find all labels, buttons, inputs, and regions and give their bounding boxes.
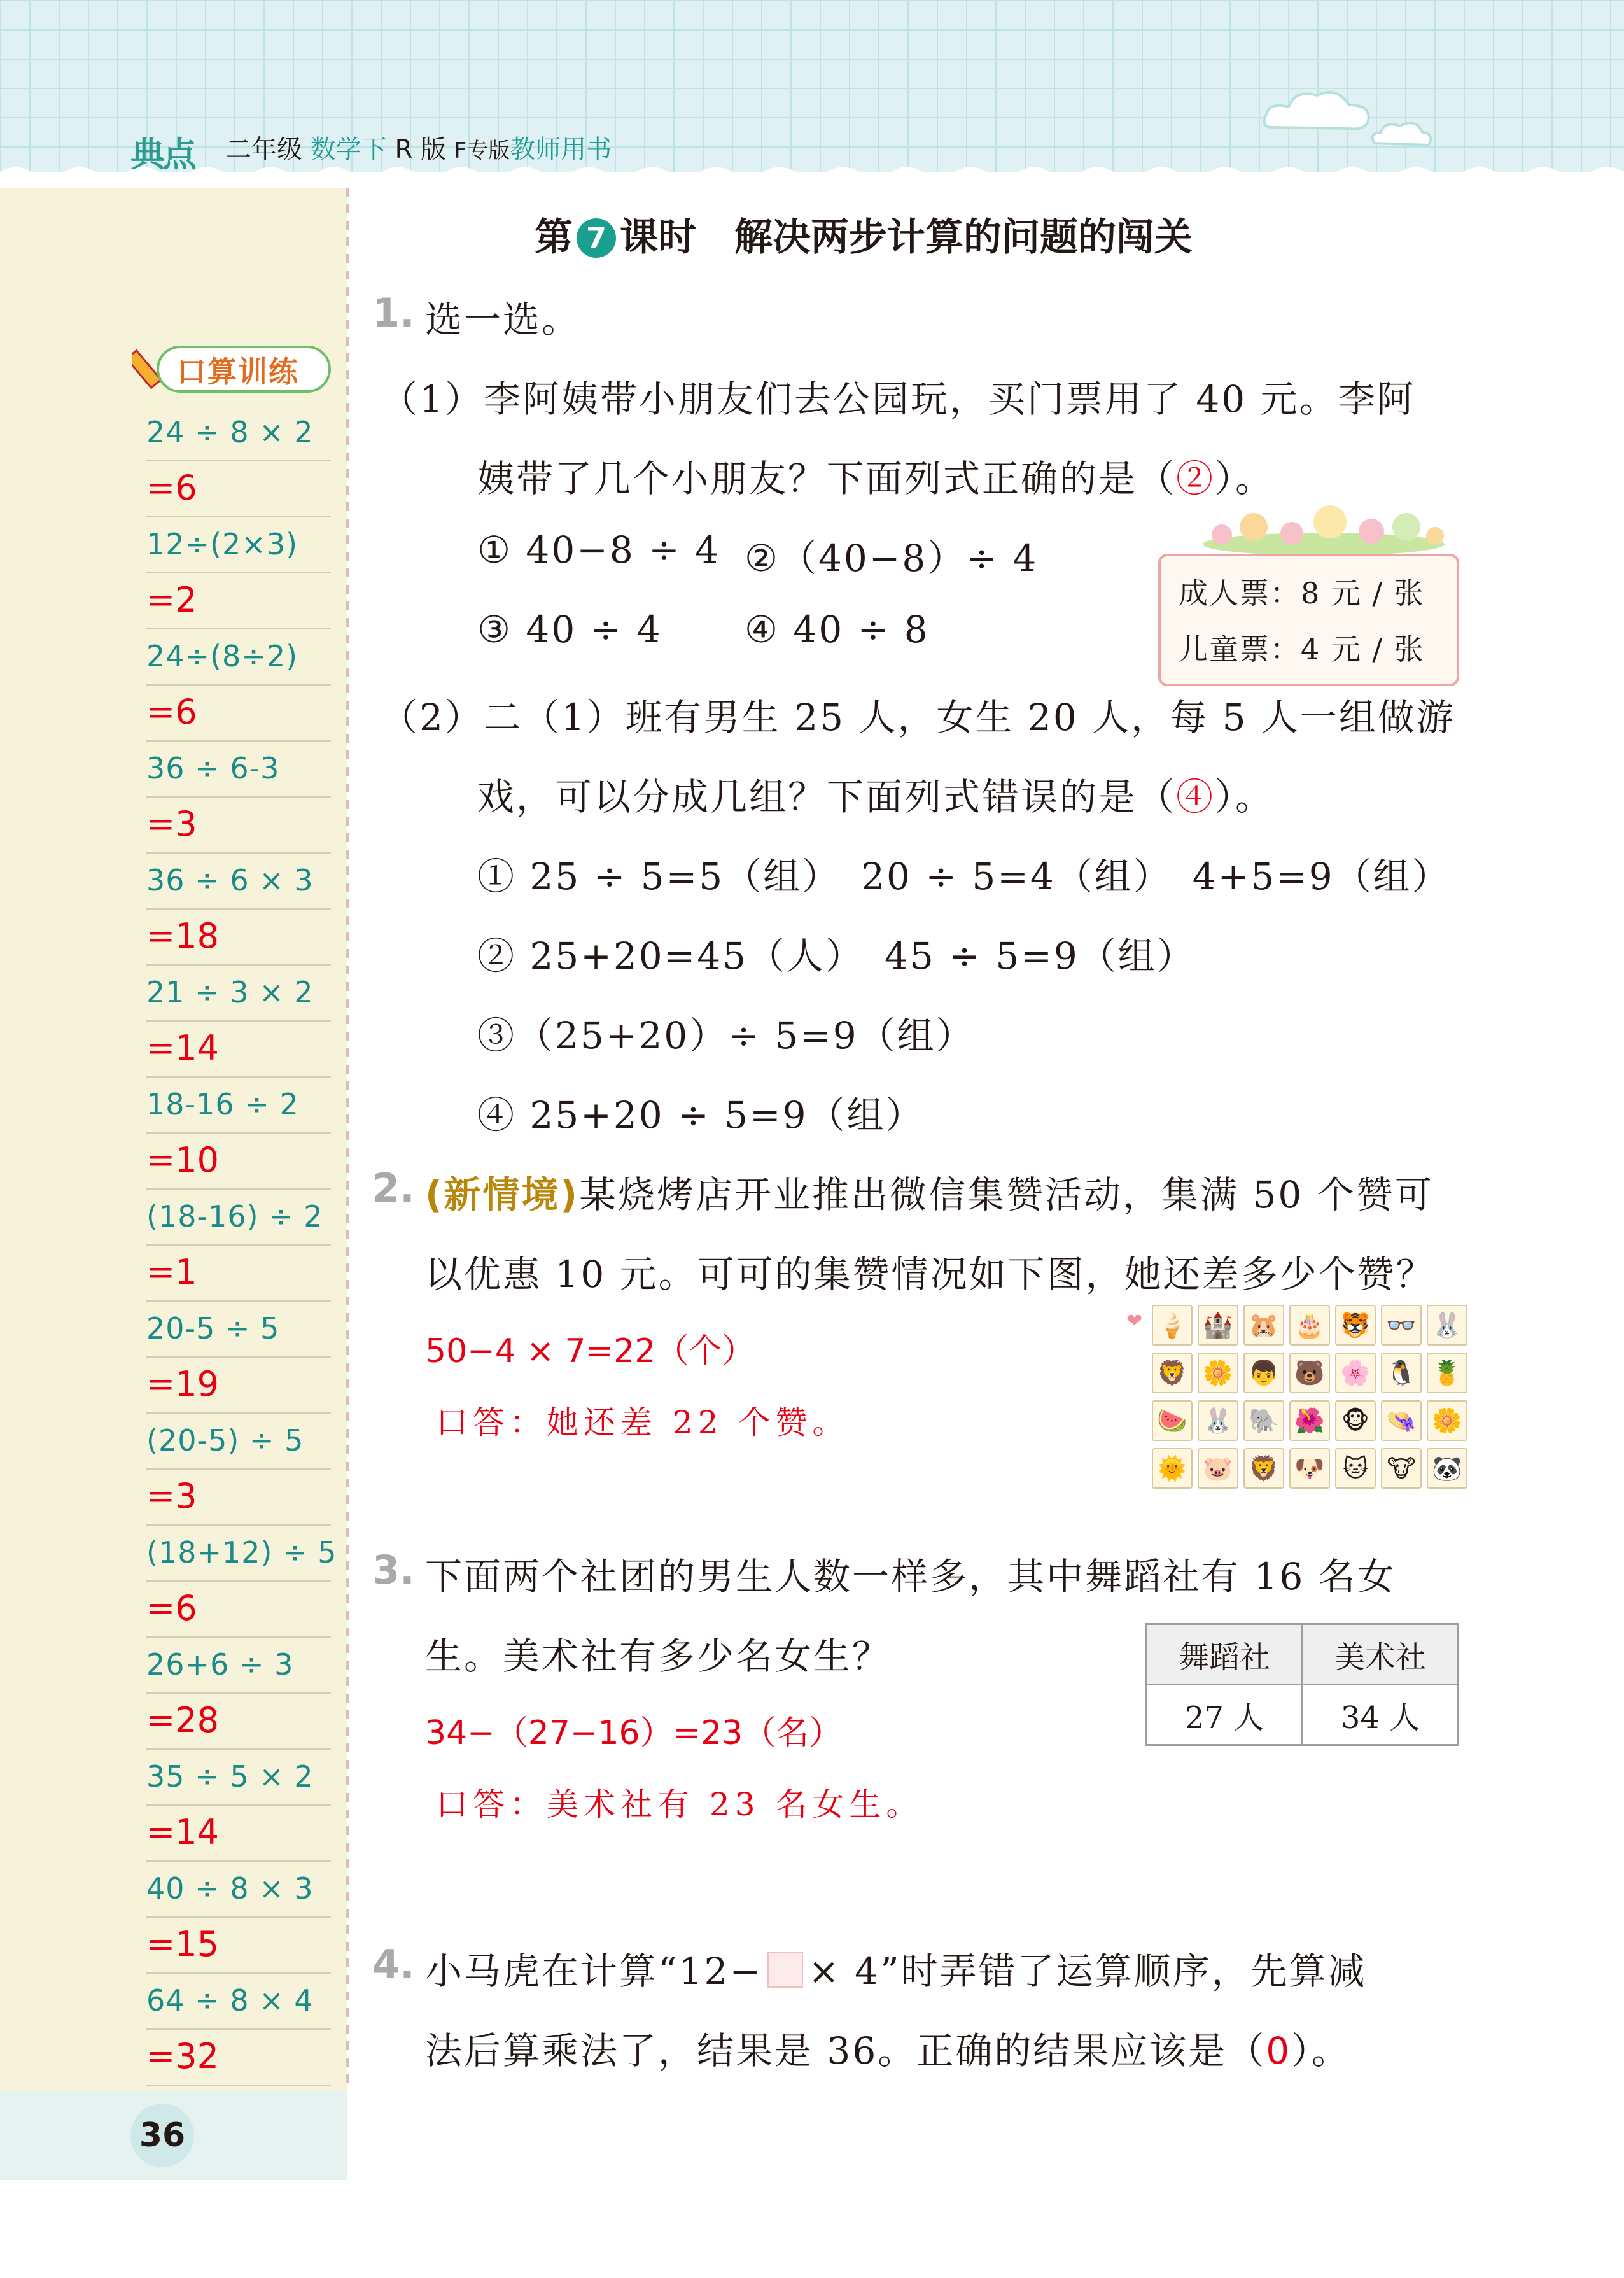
- like-sticker: 🐰: [1198, 1400, 1238, 1441]
- flower-decoration: [1196, 503, 1451, 554]
- like-sticker: 👦: [1243, 1353, 1284, 1393]
- like-sticker: 🐘: [1243, 1400, 1284, 1441]
- book-type-label: 教师用书: [510, 135, 612, 164]
- q1-stem: 选一选。: [425, 298, 581, 341]
- oral-answer: =6: [146, 1580, 331, 1638]
- like-sticker: 🎂: [1289, 1305, 1330, 1346]
- child-ticket-price: 儿童票：4 元 / 张: [1179, 632, 1425, 666]
- q1-part1-option-1: ① 40−8 ÷ 4: [477, 528, 721, 572]
- oral-question: (18-16) ÷ 2: [146, 1188, 331, 1246]
- edition-label: R 版: [395, 135, 446, 164]
- like-sticker: 🏰: [1198, 1305, 1238, 1346]
- like-sticker: 🍍: [1427, 1353, 1467, 1393]
- like-sticker: 🍦: [1152, 1305, 1193, 1346]
- page-number: 36: [130, 2104, 194, 2167]
- oral-question: (20-5) ÷ 5: [146, 1412, 331, 1470]
- special-label: F专版: [454, 138, 510, 164]
- like-sticker: 🦁: [1243, 1448, 1284, 1489]
- q1-part2-option-1: ① 25 ÷ 5=5（组） 20 ÷ 5=4（组） 4+5=9（组）: [477, 855, 1451, 898]
- like-sticker: 🍉: [1152, 1400, 1193, 1441]
- q2-answer-text: 口答：她还差 22 个赞。: [436, 1404, 850, 1441]
- title-text: 课时 解决两步计算的问题的闯关: [620, 215, 1193, 260]
- like-sticker: 👓: [1381, 1305, 1422, 1346]
- q4-line1-text: 小马虎在计算“12−: [425, 1950, 763, 1993]
- table-header-cell: 舞蹈社: [1147, 1624, 1303, 1685]
- brand-logo: 典点: [130, 134, 194, 174]
- q3-answer-text: 口答：美术社有 23 名女生。: [436, 1786, 923, 1823]
- q1-part1-answer: ②: [1176, 457, 1215, 500]
- oral-badge-label: 口算训练: [177, 355, 299, 389]
- new-situation-tag: (新情境): [425, 1173, 580, 1216]
- q4-line2-text: 法后算乘法了，结果是 36。正确的结果应该是（: [425, 2029, 1266, 2072]
- oral-question: 24 ÷ 8 × 2: [146, 404, 331, 461]
- q4-line2: [425, 2021, 1350, 2074]
- subject-label: 数学: [310, 135, 361, 164]
- q1-part1-text: 姨带了几个小朋友？下面列式正确的是（: [477, 457, 1177, 500]
- q1-part1-text-end: ）。: [1215, 457, 1275, 500]
- blank-box: [767, 1952, 803, 1988]
- q1-part2-line2: [477, 767, 1274, 820]
- question-number: 4.: [372, 1941, 415, 1988]
- oral-question: 36 ÷ 6 × 3: [146, 852, 331, 910]
- oral-answer: =15: [146, 1916, 331, 1974]
- like-sticker: 🌼: [1427, 1400, 1467, 1441]
- q2-line1: [425, 1165, 1434, 1218]
- lesson-number-badge: 7: [577, 218, 616, 258]
- adult-ticket-price: 成人票：8 元 / 张: [1179, 576, 1425, 610]
- oral-answer: =3: [146, 796, 331, 854]
- book-info: [226, 129, 612, 165]
- like-sticker: 🦁: [1152, 1353, 1193, 1393]
- question-number: 2.: [372, 1165, 415, 1211]
- table-row: [1147, 1685, 1459, 1745]
- q1-part1-option-3: ③ 40 ÷ 4: [477, 608, 662, 651]
- club-table: [1145, 1623, 1459, 1746]
- like-sticker: 🌼: [1198, 1353, 1238, 1393]
- like-sticker: 🐻: [1289, 1353, 1330, 1393]
- column-divider: [346, 188, 349, 2091]
- like-sticker: 🌺: [1289, 1400, 1330, 1441]
- oral-question: 21 ÷ 3 × 2: [146, 964, 331, 1022]
- like-sticker: 🐱: [1335, 1448, 1376, 1489]
- q1-part2-option-4: ④ 25+20 ÷ 5=9（组）: [477, 1093, 925, 1137]
- oral-question: 12÷(2×3): [146, 516, 331, 573]
- q1-part2-line1: （2）二（1）班有男生 25 人，女生 20 人，每 5 人一组做游: [381, 696, 1455, 739]
- oral-answer: =3: [146, 1468, 331, 1526]
- heart-icon: ❤: [1126, 1310, 1143, 1332]
- like-sticker: 🐯: [1335, 1305, 1376, 1346]
- like-sticker: 🐶: [1289, 1448, 1330, 1489]
- like-sticker: 🐧: [1381, 1353, 1422, 1393]
- like-sticker: 🌸: [1335, 1353, 1376, 1393]
- oral-answer: =14: [146, 1804, 331, 1862]
- oral-answer: =28: [146, 1692, 331, 1750]
- oral-question: 35 ÷ 5 × 2: [146, 1748, 331, 1806]
- ticket-price-box: [1158, 554, 1459, 686]
- q1-part1-option-4: ④ 40 ÷ 8: [745, 608, 930, 651]
- oral-answer: =2: [146, 572, 331, 629]
- oral-answer: =6: [146, 684, 331, 742]
- likes-grid: [1152, 1305, 1464, 1489]
- q4-answer: 0: [1266, 2029, 1292, 2072]
- table-header-cell: 美术社: [1303, 1624, 1459, 1685]
- question-number: 1.: [372, 290, 415, 336]
- q1-part2-option-2: ② 25+20=45（人） 45 ÷ 5=9（组）: [477, 934, 1196, 978]
- oral-question: (18+12) ÷ 5: [146, 1524, 331, 1582]
- oral-answer: =19: [146, 1356, 331, 1414]
- oral-answer: =18: [146, 908, 331, 966]
- oral-question: 24÷(8÷2): [146, 628, 331, 686]
- table-cell: 34 人: [1303, 1685, 1459, 1745]
- oral-question: 36 ÷ 6-3: [146, 740, 331, 798]
- lesson-title: [535, 207, 1193, 262]
- q1-part2-answer: ④: [1176, 775, 1215, 819]
- table-cell: 27 人: [1147, 1685, 1303, 1745]
- q2-line2: 以优惠 10 元。可可的集赞情况如下图，她还差多少个赞？: [425, 1253, 1435, 1296]
- q1-part1-line2: [477, 449, 1274, 502]
- oral-answer: =6: [146, 460, 331, 517]
- oral-question: 64 ÷ 8 × 4: [146, 1972, 331, 2030]
- oral-question: 40 ÷ 8 × 3: [146, 1860, 331, 1918]
- q3-answer-formula: 34−（27−16）=23（名）: [425, 1714, 843, 1752]
- q1-part1-option-2: ②（40−8）÷ 4: [745, 537, 1039, 580]
- oral-question: 26+6 ÷ 3: [146, 1636, 331, 1694]
- q1-part1-line1: （1）李阿姨带小朋友们去公园玩，买门票用了 40 元。李阿: [381, 377, 1416, 421]
- q3-line2: 生。美术社有多少名女生？: [425, 1635, 892, 1678]
- q1-part2-text: 戏，可以分成几组？下面列式错误的是（: [477, 775, 1177, 819]
- oral-answer: =1: [146, 1244, 331, 1302]
- q4-line2-text-end: ）。: [1291, 2029, 1351, 2072]
- oral-training-badge: [132, 337, 336, 398]
- like-sticker: 🌞: [1152, 1448, 1193, 1489]
- like-sticker: 👒: [1381, 1400, 1422, 1441]
- title-prefix: 第: [535, 215, 573, 260]
- oral-question: 18-16 ÷ 2: [146, 1076, 331, 1134]
- oral-answer: =32: [146, 2028, 331, 2086]
- table-header-row: [1147, 1624, 1459, 1685]
- q1-part2-option-3: ③（25+20）÷ 5=9（组）: [477, 1014, 975, 1057]
- like-sticker: 🐼: [1427, 1448, 1467, 1489]
- like-sticker: 🐹: [1243, 1305, 1284, 1346]
- like-sticker: 🐵: [1335, 1400, 1376, 1441]
- oral-answer: =10: [146, 1132, 331, 1190]
- like-sticker: 🐰: [1427, 1305, 1467, 1346]
- grade-label: 二年级: [226, 135, 302, 164]
- header-wave-decoration: [0, 162, 1624, 188]
- q4-line1-text-end: × 4”时弄错了运算顺序，先算减: [808, 1950, 1367, 1993]
- like-sticker: 🐷: [1198, 1448, 1238, 1489]
- q2-line1-text: 某烧烤店开业推出微信集赞活动，集满 50 个赞可: [579, 1173, 1434, 1216]
- q4-line1: [425, 1941, 1367, 1995]
- oral-answer: =14: [146, 1020, 331, 1078]
- volume-label: 下: [361, 135, 387, 164]
- q2-answer-formula: 50−4 × 7=22（个）: [425, 1332, 755, 1370]
- like-sticker: 🐮: [1381, 1448, 1422, 1489]
- cloud-icon: [1368, 115, 1438, 153]
- question-number: 3.: [372, 1547, 415, 1593]
- q3-line1: 下面两个社团的男生人数一样多，其中舞蹈社有 16 名女: [425, 1555, 1396, 1598]
- cloud-icon: [1260, 83, 1381, 140]
- oral-question: 20-5 ÷ 5: [146, 1300, 331, 1358]
- q1-part2-text-end: ）。: [1215, 775, 1275, 819]
